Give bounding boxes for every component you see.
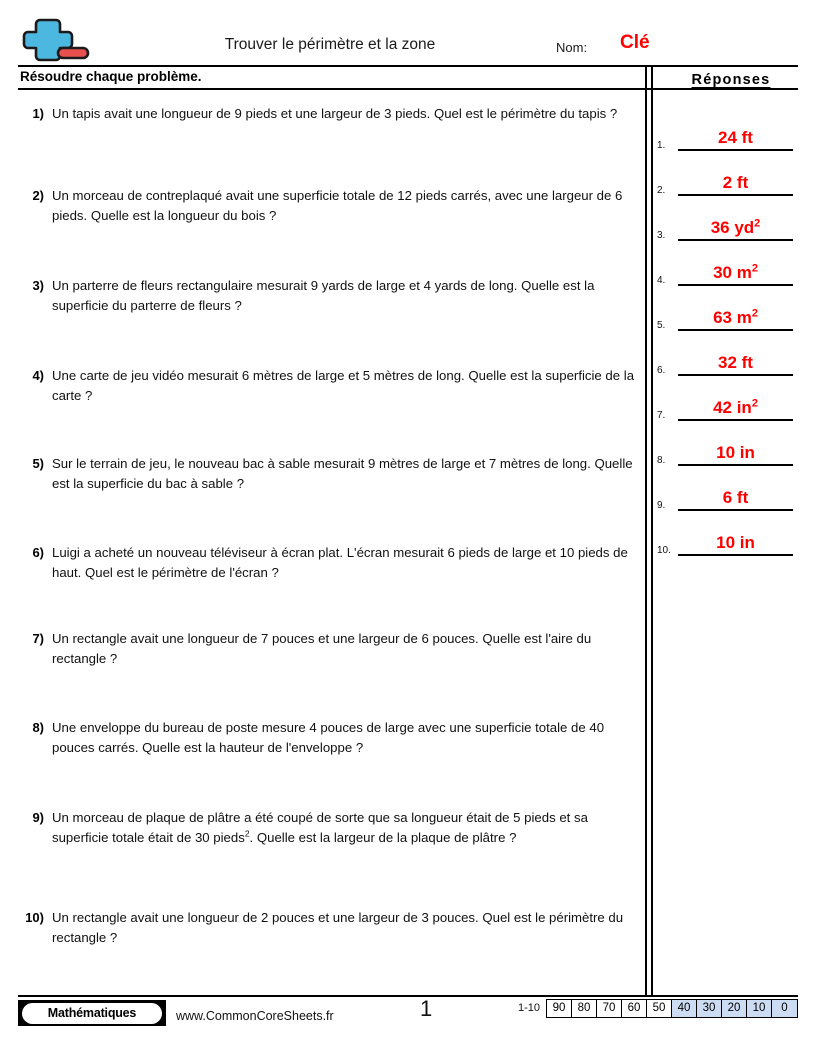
scale-cell: 80	[572, 1000, 597, 1017]
page-header	[0, 0, 816, 66]
answer-blank-line	[678, 374, 793, 376]
question-number: 9)	[32, 810, 44, 825]
answer-row	[655, 117, 807, 151]
question-text: Un tapis avait une longueur de 9 pieds et une largeur de 3 pieds. Quel est le périmètre du tapis ?	[52, 106, 618, 121]
answer-row	[655, 252, 807, 286]
scale-cell: 0	[772, 1000, 797, 1017]
answer-value: 30 $m^2$	[713, 262, 758, 282]
scale-range-label: 1-10	[517, 1002, 540, 1014]
page-number: 1	[420, 996, 433, 1021]
answer-value: 63 $m^2$	[713, 307, 758, 327]
grading-scale	[518, 999, 798, 1018]
question-text	[52, 808, 644, 848]
scale-cell: 90	[547, 1000, 572, 1017]
question-item	[18, 186, 644, 226]
answer-number: 5.	[657, 320, 666, 331]
question-text-post: . Quelle est la largeur de la plaque de plâtre ?	[249, 830, 517, 845]
answer-number: 3.	[657, 230, 666, 241]
answer-blank-line	[678, 239, 793, 241]
answer-value: 24 ft	[718, 128, 753, 147]
answer-value: 42 $in^2$	[713, 397, 758, 417]
name-value: Clé	[620, 32, 650, 53]
question-number: 6)	[32, 545, 44, 560]
question-number: 2)	[32, 188, 44, 203]
answer-row	[655, 162, 807, 196]
answer-number: 10.	[657, 545, 671, 556]
brand-badge	[18, 1000, 166, 1026]
scale-cell: 30	[697, 1000, 722, 1017]
question-item	[18, 718, 644, 758]
question-number: 10)	[25, 910, 44, 925]
page-footer	[0, 995, 816, 1056]
question-number: 8)	[32, 720, 44, 735]
answer-number: 6.	[657, 365, 666, 376]
question-number: 3)	[32, 278, 44, 293]
answer-row	[655, 387, 807, 421]
question-number: 5)	[32, 456, 44, 471]
answer-blank-line	[678, 149, 793, 151]
answer-number: 9.	[657, 500, 666, 511]
question-item	[18, 808, 644, 848]
answer-number: 1.	[657, 140, 666, 151]
answer-value: 10 in	[716, 533, 755, 552]
answer-row	[655, 342, 807, 376]
question-item	[18, 629, 644, 669]
brand-label: Mathématiques	[47, 1006, 137, 1020]
question-text: Un rectangle avait une longueur de 7 pouces et une largeur de 6 pouces. Quelle est l'aire du rectangle ?	[52, 631, 592, 666]
question-text: Un rectangle avait une longueur de 2 pouces et une largeur de 3 pouces. Quel est le périmètre du rectangle ?	[52, 910, 624, 945]
question-number: 4)	[32, 368, 44, 383]
instruction-text: Résoudre chaque problème.	[20, 69, 202, 84]
answer-blank-line	[678, 284, 793, 286]
answer-number: 4.	[657, 275, 666, 286]
answers-heading: Réponses	[691, 72, 771, 88]
scale-cell: 10	[747, 1000, 772, 1017]
answer-row	[655, 477, 807, 511]
name-label: Nom:	[556, 40, 588, 55]
question-item	[18, 454, 644, 494]
answers-column	[655, 66, 816, 566]
question-item	[18, 276, 644, 316]
question-text-pre: Un morceau de plaque de plâtre a été coupé de sorte que sa longueur était de 5 pieds et sa superficie totale était de 30 pieds	[52, 810, 588, 845]
question-text: Un parterre de fleurs rectangulaire mesurait 9 yards de large et 4 yards de long. Quelle est la superficie du parterre de fleurs ?	[52, 278, 595, 313]
question-item	[18, 908, 644, 948]
site-url: www.CommonCoreSheets.fr	[176, 1009, 334, 1023]
answer-value: 6 ft	[722, 488, 749, 507]
answer-value: 32 ft	[718, 353, 753, 372]
plus-minus-logo-icon	[18, 16, 92, 64]
page-title: Trouver le périmètre et la zone	[224, 36, 436, 53]
answer-number: 2.	[657, 185, 666, 196]
question-item	[18, 366, 644, 406]
brand-pill	[22, 1003, 162, 1024]
answer-row	[655, 432, 807, 466]
question-text-superscript: 2	[244, 828, 250, 839]
answer-blank-line	[678, 194, 793, 196]
question-number: 7)	[32, 631, 44, 646]
question-item	[18, 543, 644, 583]
question-item	[18, 104, 644, 124]
scale-cell: 60	[622, 1000, 647, 1017]
question-number: 1)	[32, 106, 44, 121]
answer-blank-line	[678, 554, 793, 556]
answer-blank-line	[678, 509, 793, 511]
answer-value: 10 in	[716, 443, 755, 462]
scale-cell: 20	[722, 1000, 747, 1017]
scale-cell: 50	[647, 1000, 672, 1017]
question-text: Luigi a acheté un nouveau téléviseur à écran plat. L'écran mesurait 6 pieds de large et 10 pieds de haut. Quel est le périmètre de l'écran ?	[52, 545, 628, 580]
answer-blank-line	[678, 464, 793, 466]
question-text: Une carte de jeu vidéo mesurait 6 mètres de large et 5 mètres de long. Quelle est la superficie de la carte ?	[52, 368, 635, 403]
scale-cells	[546, 999, 798, 1018]
question-text: Un morceau de contreplaqué avait une superficie totale de 12 pieds carrés, avec une largeur de 6 pieds. Quelle est la longueur du bois ?	[52, 188, 623, 223]
answer-row	[655, 522, 807, 556]
answer-value: 2 ft	[722, 173, 749, 192]
column-divider-line-right	[651, 66, 653, 996]
column-divider-line-left	[645, 66, 647, 996]
answer-blank-line	[678, 329, 793, 331]
answer-row	[655, 297, 807, 331]
scale-cell: 70	[597, 1000, 622, 1017]
answer-blank-line	[678, 419, 793, 421]
question-text: Sur le terrain de jeu, le nouveau bac à sable mesurait 9 mètres de large et 7 mètres de long. Quelle est la superficie du bac à sable ?	[52, 456, 633, 491]
answer-number: 8.	[657, 455, 666, 466]
answer-value: 36 $yd^2$	[710, 217, 761, 237]
scale-cell: 40	[672, 1000, 697, 1017]
answer-row	[655, 207, 807, 241]
question-text: Une enveloppe du bureau de poste mesure 4 pouces de large avec une superficie totale de 40 pouces carrés. Quelle est la hauteur de l'enveloppe ?	[52, 720, 605, 755]
answer-number: 7.	[657, 410, 666, 421]
